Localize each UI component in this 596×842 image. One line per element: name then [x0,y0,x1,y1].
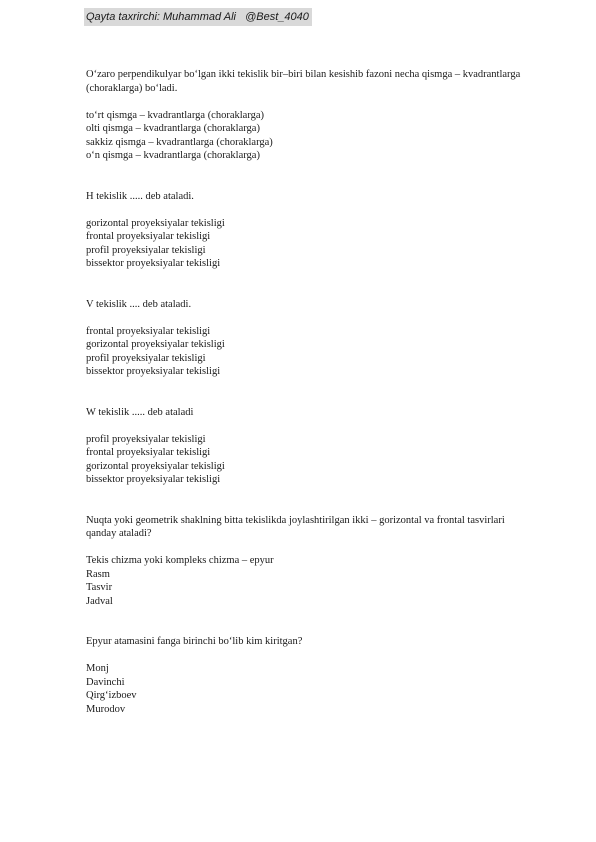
answer-options [86,325,536,379]
answer-options [86,554,536,608]
answer-option: frontal proyeksiyalar tekisligi [86,325,211,337]
question-text: Epyur atamasini fanga birinchi bo‘lib kim kiritgan? [86,636,303,647]
answer-option: gorizontal proyeksiyalar tekisligi [86,217,225,229]
answer-option: Rasm [86,568,110,580]
question-block [86,68,536,163]
answer-option: profil proyeksiyalar tekisligi [86,352,206,364]
question-list [86,68,536,743]
answer-options [86,433,536,487]
answer-option: gorizontal proyeksiyalar tekisligi [86,339,225,350]
answer-option: bissektor proyeksiyalar tekisligi [86,258,221,269]
question-block [86,298,536,379]
question-block [86,406,536,487]
answer-option: profil proyeksiyalar tekisligi [86,244,206,256]
answer-option: to‘rt qismga – kvadrantlarga (choraklarga) [86,109,265,121]
answer-option: sakkiz qismga – kvadrantlarga (choraklarga) [86,136,273,148]
answer-option: Tekis chizma yoki kompleks chizma – epyur [86,555,274,566]
answer-option: frontal proyeksiyalar tekisligi [86,447,211,458]
question-text: W tekislik ..... deb ataladi [86,406,194,418]
answer-option: bissektor proyeksiyalar tekisligi [86,366,221,377]
question-block [86,190,536,271]
answer-option: Monj [86,663,109,674]
answer-option: Murodov [86,703,126,715]
answer-options [86,217,536,271]
question-text: V tekislik .... deb ataladi. [86,298,192,310]
answer-option: olti qismga – kvadrantlarga (choraklarga) [86,123,260,134]
answer-option: profil proyeksiyalar tekisligi [86,433,206,445]
answer-option: o‘n qismga – kvadrantlarga (choraklarga) [86,150,260,161]
answer-options [86,109,536,163]
question-block [86,635,536,716]
answer-option: Tasvir [86,582,113,593]
answer-option: gorizontal proyeksiyalar tekisligi [86,460,225,472]
question-text: O‘zaro perpendikulyar bo‘lgan ikki tekislik bir–biri bilan kesishib fazoni necha qismga – kvadrantlarga (choraklarga) bo‘ladi. [86,69,521,94]
question-text: H tekislik ..... deb ataladi. [86,190,194,202]
page-header: Qayta taxrirchi: Muhammad Ali @Best_4040 [84,8,312,26]
answer-option: Qirg‘izboev [86,690,137,701]
answer-options [86,662,536,716]
question-block [86,514,536,609]
answer-option: Davinchi [86,676,125,688]
answer-option: Jadval [86,595,113,607]
answer-option: bissektor proyeksiyalar tekisligi [86,474,221,485]
answer-option: frontal proyeksiyalar tekisligi [86,231,211,242]
question-text: Nuqta yoki geometrik shaklning bitta tekislikda joylashtirilgan ikki – gorizontal va frontal tasvirlari qanday ataladi? [86,514,505,539]
